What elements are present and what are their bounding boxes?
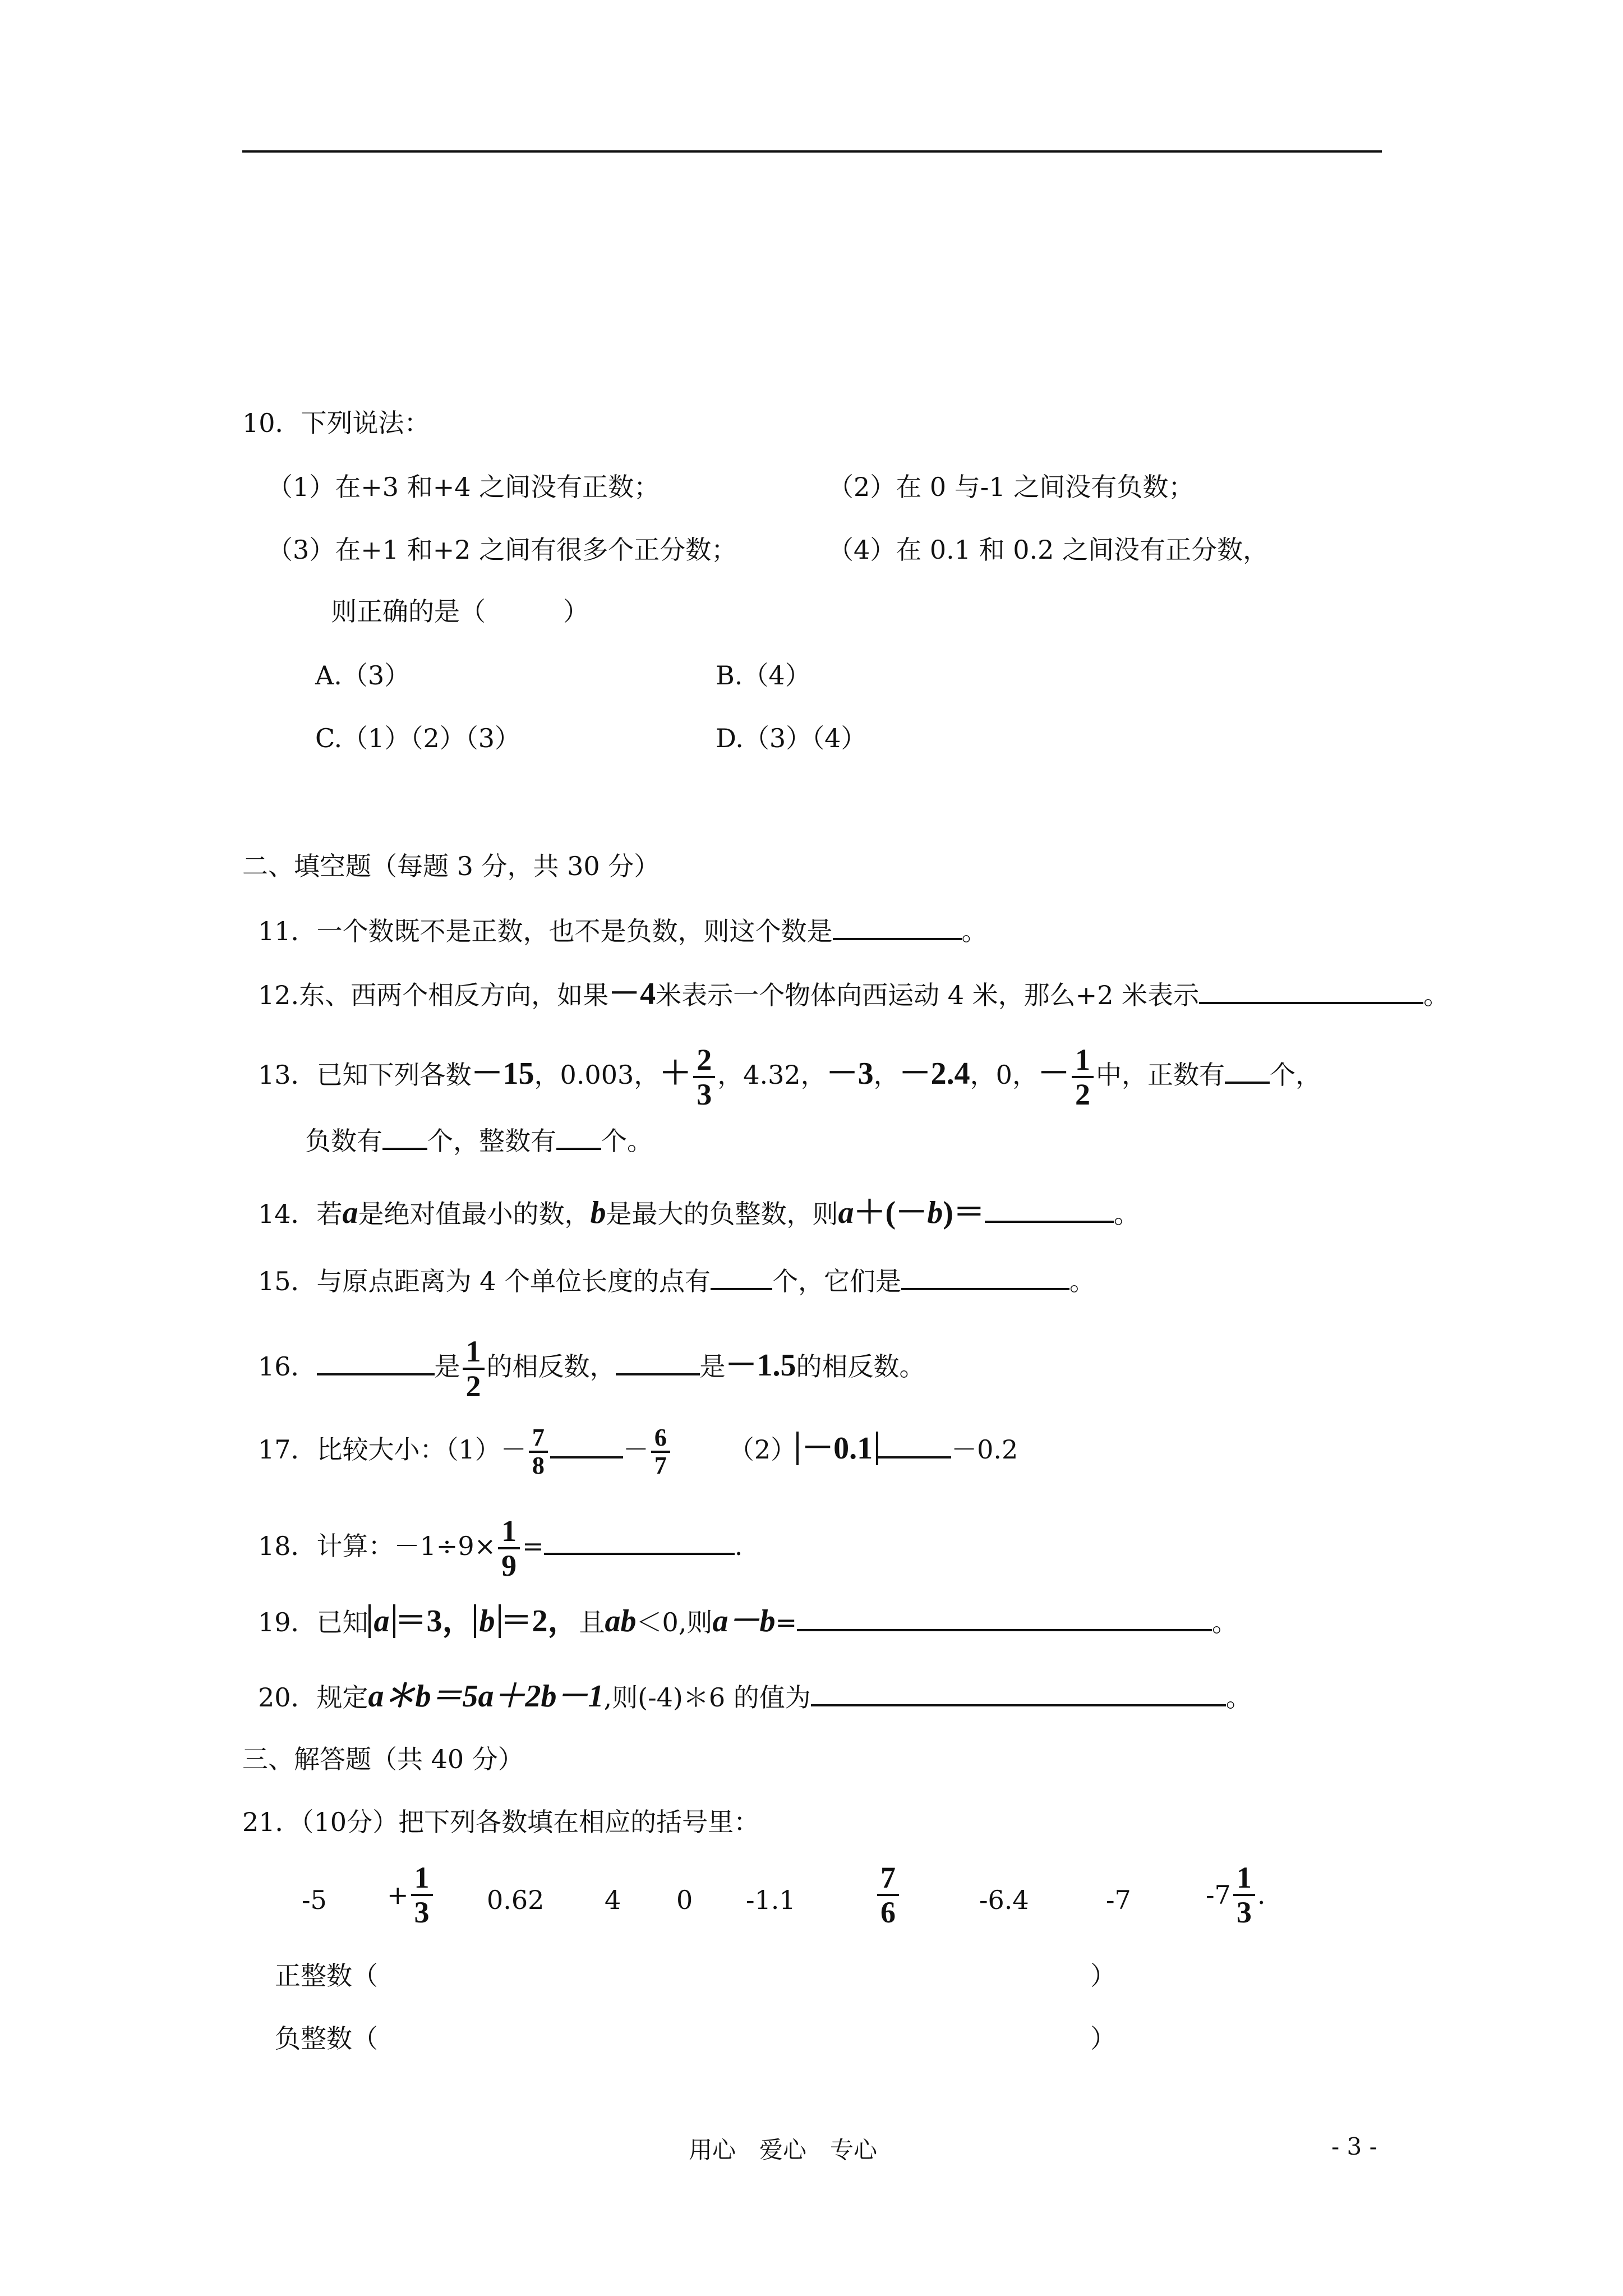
q13-fraction-1 (693, 1043, 715, 1111)
q13-text-3: 个， (1269, 1060, 1321, 1090)
q11-end: 。 (961, 916, 988, 946)
q12-text: 12.东、西两个相反方向，如果 (258, 980, 609, 1010)
q19-answer-blank[interactable] (797, 1603, 1212, 1631)
q18-end: . (734, 1531, 743, 1561)
q13-fraction-1-den: 3 (697, 1078, 712, 1111)
q16-value: －1.5 (725, 1348, 796, 1383)
q17-fraction-2-num: 6 (651, 1425, 670, 1453)
q14-answer-blank[interactable] (985, 1195, 1114, 1223)
q14-text-2: 是绝对值最小的数， (358, 1199, 591, 1229)
q14-expr-a: a (838, 1195, 854, 1230)
q13-sep-2: ，4.32， (717, 1060, 827, 1090)
q21-number-7-num: 7 (877, 1861, 899, 1896)
q15-points-blank[interactable] (901, 1262, 1069, 1290)
q15-count-blank[interactable] (711, 1262, 772, 1290)
q21-number-2-sign: + (387, 1880, 409, 1910)
q17 (258, 1425, 1018, 1479)
q19 (258, 1603, 1238, 1640)
q16-blank-1[interactable] (317, 1347, 435, 1375)
q21-number-6: -1.1 (746, 1885, 796, 1915)
q10-option-b: B.（4） (716, 660, 811, 691)
q16-fraction-num: 1 (463, 1335, 485, 1370)
q10-statement-2: （2）在 0 与-1 之间没有负数； (828, 472, 1195, 502)
q21-number-2-num: 1 (411, 1861, 433, 1896)
q14-expr-op: ＋(－ (854, 1195, 928, 1230)
q13-positive-blank[interactable] (1225, 1056, 1270, 1084)
q21-negative-integers-close: ） (1090, 2023, 1116, 2054)
q17-fraction-1 (529, 1425, 548, 1479)
q21-number-10-int: -7 (1206, 1880, 1231, 1910)
q19-text: 19．已知 (258, 1607, 368, 1637)
q10-option-a: A.（3） (315, 660, 411, 691)
q13-fraction-1-num: 2 (693, 1043, 715, 1078)
q13-text-2: 中，正数有 (1095, 1060, 1225, 1090)
q19-expr: a－b (712, 1604, 776, 1639)
q21-number-7-fraction (877, 1861, 899, 1929)
header-rule (242, 150, 1382, 153)
q21-number-10-den: 3 (1236, 1895, 1252, 1929)
q13-minus-sign: － (1038, 1056, 1069, 1091)
q19-text-3: ＜0,则 (636, 1607, 713, 1637)
q21-title: 21．（10分）把下列各数填在相应的括号里： (242, 1807, 760, 1837)
q19-equals: = (775, 1607, 797, 1637)
q19-text-2: 且 (579, 1607, 605, 1637)
q10-title: 10．下列说法： (242, 408, 430, 438)
q21-number-7 (875, 1861, 901, 1929)
q18-answer-blank[interactable] (544, 1527, 735, 1555)
q20-text: 20．规定 (258, 1682, 368, 1713)
q10-prompt: 则正确的是（ ） (331, 596, 589, 627)
q21-number-10-num: 1 (1233, 1861, 1255, 1896)
q10-statement-4: （4）在 0.1 和 0.2 之间没有正分数， (828, 535, 1269, 565)
q17-fraction-2-den: 7 (654, 1452, 667, 1479)
q21-number-2-fraction (411, 1861, 433, 1929)
q13 (258, 1043, 1321, 1111)
q19-ab: ab (605, 1604, 637, 1639)
q15 (258, 1262, 1095, 1299)
q21-negative-integers-label: 负整数（ (275, 2023, 378, 2054)
q15-end: 。 (1069, 1266, 1096, 1296)
section-3-heading: 三、解答题（共 40 分） (242, 1744, 524, 1774)
q13-integer-label: 个，整数有 (427, 1126, 556, 1156)
q13-negative-blank[interactable] (382, 1122, 427, 1150)
q21-number-9: -7 (1106, 1885, 1131, 1915)
q16-number: 16． (258, 1351, 317, 1382)
q12 (258, 976, 1449, 1013)
q10-option-d: D.（3）（4） (716, 723, 867, 753)
q12-value: －4 (608, 977, 656, 1011)
page-number: - 3 - (1331, 2133, 1377, 2160)
q20-answer-blank[interactable] (811, 1678, 1226, 1706)
q21-number-2-den: 3 (414, 1895, 430, 1929)
q12-end: 。 (1423, 980, 1450, 1010)
q21-number-10-period: . (1257, 1880, 1266, 1910)
q21-positive-integers-close: ） (1090, 1961, 1116, 1991)
q17-part-2: （2） (728, 1434, 797, 1465)
q14-expr-b: b (927, 1195, 943, 1230)
q16-fraction (463, 1335, 485, 1402)
q21-number-2 (387, 1861, 435, 1929)
q14-var-a: a (342, 1195, 358, 1230)
q21-number-7-den: 6 (880, 1895, 896, 1929)
q18-fraction-num: 1 (498, 1515, 520, 1549)
q16-text-1: 是 (434, 1351, 460, 1382)
q14 (258, 1195, 1140, 1232)
q20 (258, 1678, 1252, 1715)
q13-integer-blank[interactable] (556, 1122, 601, 1150)
q11-answer-blank[interactable] (833, 912, 962, 940)
q13-number-3: －2.4 (899, 1056, 970, 1091)
q13-plus-sign: ＋ (660, 1056, 691, 1091)
q10-statement-3: （3）在+1 和+2 之间有很多个正分数； (267, 535, 737, 565)
q17-end: －0.2 (951, 1434, 1018, 1465)
q20-end: 。 (1225, 1682, 1252, 1713)
q16-end: 的相反数。 (796, 1351, 925, 1382)
q13-fraction-2-den: 2 (1075, 1078, 1090, 1111)
q13-number-2: －3 (826, 1056, 874, 1091)
q17-text: 17．比较大小：（1）－ (258, 1434, 527, 1465)
q21-number-4: 4 (605, 1885, 621, 1915)
q10-statement-1: （1）在+3 和+4 之间没有正数； (267, 472, 660, 502)
q17-fraction-1-num: 7 (529, 1425, 548, 1453)
section-2-heading: 二、填空题（每题 3 分，共 30 分） (242, 851, 660, 881)
q14-text: 14．若 (258, 1199, 343, 1229)
q13-text: 13．已知下列各数 (258, 1060, 472, 1090)
q13-end: 个。 (601, 1126, 653, 1156)
q21-number-10 (1206, 1861, 1265, 1929)
q15-text-2: 个，它们是 (772, 1266, 902, 1296)
q18 (258, 1515, 743, 1582)
q13-sep-4: ，0， (970, 1060, 1038, 1090)
q21-number-8: -6.4 (979, 1885, 1029, 1915)
q16-text-3: 是 (699, 1351, 726, 1382)
q14-end: 。 (1113, 1199, 1140, 1229)
q11 (258, 912, 988, 949)
q19-abs-b: b (474, 1604, 501, 1638)
q21-positive-integers-label: 正整数（ (275, 1961, 378, 1991)
q16-text-2: 的相反数， (486, 1351, 616, 1382)
q13-negative-label: 负数有 (305, 1126, 382, 1156)
q16-fraction-den: 2 (465, 1369, 481, 1403)
q21-number-1: -5 (302, 1885, 327, 1915)
q21-number-10-fraction (1233, 1861, 1255, 1929)
q19-eq-1: ＝3， (395, 1604, 474, 1639)
q13-fraction-2-num: 1 (1072, 1043, 1094, 1078)
q21-number-5: 0 (676, 1885, 693, 1915)
q20-expr: a＊b＝5a＋2b－1 (368, 1679, 604, 1714)
footer-motto: 用心 爱心 专心 (689, 2136, 878, 2164)
q18-equals: = (522, 1531, 544, 1561)
q14-var-b: b (590, 1195, 606, 1230)
q20-text-2: ,则(-4)＊6 的值为 (603, 1682, 811, 1713)
q17-fraction-2 (651, 1425, 670, 1479)
q19-end: 。 (1211, 1607, 1238, 1637)
q15-text: 15．与原点距离为 4 个单位长度的点有 (258, 1266, 711, 1296)
q19-abs-a: a (368, 1604, 395, 1638)
q13-fraction-2 (1072, 1043, 1094, 1111)
q17-fraction-1-den: 8 (532, 1452, 545, 1479)
q13-number-1: －15 (471, 1056, 534, 1091)
q13-sep-3: ， (873, 1060, 900, 1090)
q16 (258, 1335, 925, 1402)
q12-text-2: 米表示一个物体向西运动 4 米，那么+2 米表示 (656, 980, 1200, 1010)
q21-number-3: 0.62 (487, 1885, 545, 1915)
q14-text-3: 是最大的负整数，则 (606, 1199, 838, 1229)
q13-sep-1: ，0.003， (534, 1060, 660, 1090)
q18-fraction (498, 1515, 520, 1582)
q17-compare-blank-1[interactable] (550, 1430, 623, 1458)
q18-text: 18．计算：－1÷9× (258, 1531, 496, 1561)
q17-minus: － (623, 1434, 649, 1465)
q16-blank-2[interactable] (616, 1347, 700, 1375)
q10-option-c: C.（1）（2）（3） (315, 723, 520, 753)
q17-compare-blank-2[interactable] (878, 1430, 951, 1458)
q14-expr-end: )＝ (943, 1195, 985, 1230)
q11-text: 11．一个数既不是正数，也不是负数，则这个数是 (258, 916, 833, 946)
q19-eq-2: ＝2， (500, 1604, 579, 1639)
q13-line-2 (305, 1122, 653, 1159)
q17-absolute-value: －0.1 (796, 1432, 878, 1465)
q18-fraction-den: 9 (501, 1549, 517, 1582)
q12-answer-blank[interactable] (1199, 976, 1423, 1004)
